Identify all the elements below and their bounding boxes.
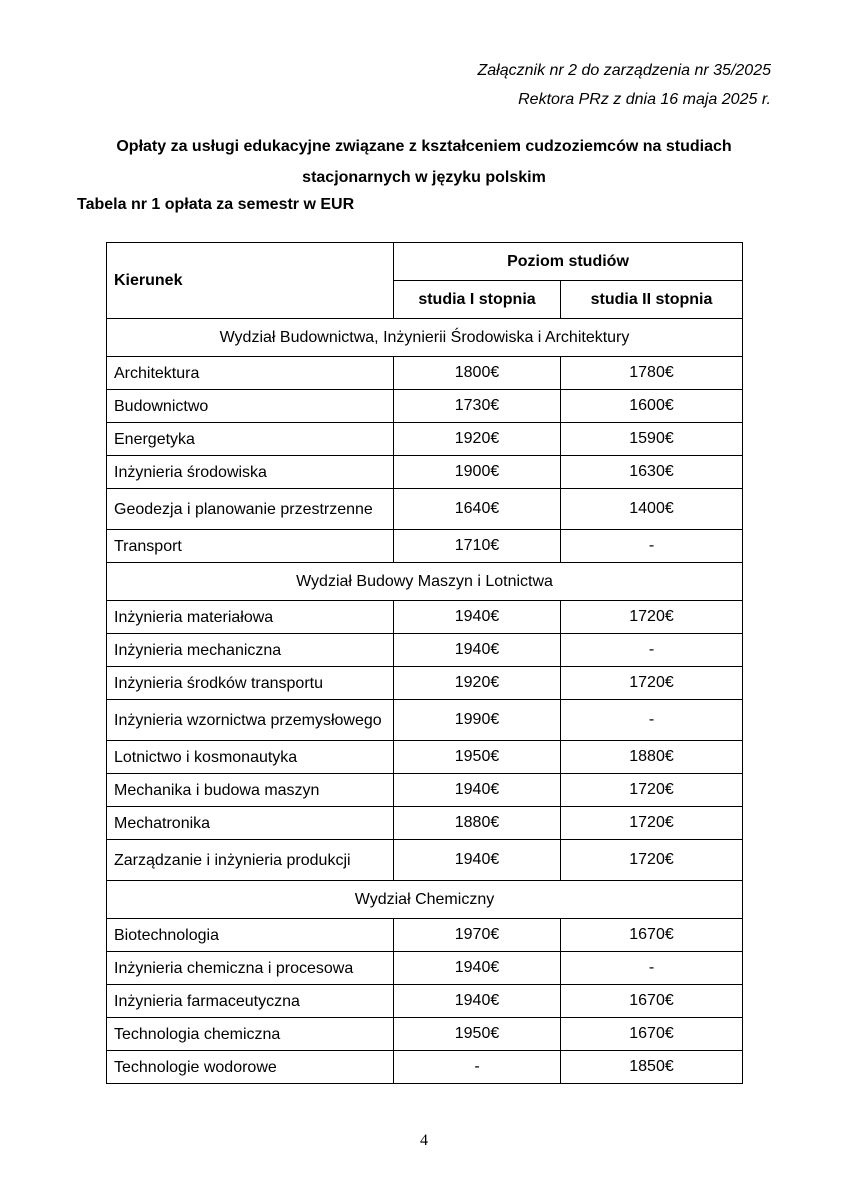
fee-second-cycle: 1720€ (561, 601, 743, 634)
table-row (107, 530, 743, 563)
attachment-line-2: Rektora PRz z dnia 16 maja 2025 r. (518, 91, 771, 108)
fee-first-cycle: 1940€ (394, 985, 561, 1018)
direction-name: Geodezja i planowanie przestrzenne (107, 489, 394, 530)
fee-second-cycle: 1630€ (561, 456, 743, 489)
direction-name: Mechatronika (107, 807, 394, 840)
fee-first-cycle: 1800€ (394, 357, 561, 390)
fee-second-cycle: 1720€ (561, 807, 743, 840)
fees-table (106, 242, 743, 1084)
fee-second-cycle: 1720€ (561, 840, 743, 881)
fee-first-cycle: 1940€ (394, 952, 561, 985)
table-row (107, 700, 743, 741)
header-direction: Kierunek (107, 243, 394, 319)
direction-name: Budownictwo (107, 390, 394, 423)
table-row (107, 601, 743, 634)
table-row (107, 1051, 743, 1084)
fee-first-cycle: 1950€ (394, 1018, 561, 1051)
direction-name: Transport (107, 530, 394, 563)
page-number: 4 (420, 1132, 428, 1149)
fee-second-cycle: - (561, 952, 743, 985)
table-row (107, 423, 743, 456)
fee-first-cycle: 1880€ (394, 807, 561, 840)
fee-second-cycle: 1780€ (561, 357, 743, 390)
attachment-line-1: Załącznik nr 2 do zarządzenia nr 35/2025 (477, 62, 771, 79)
fee-first-cycle: 1920€ (394, 667, 561, 700)
direction-name: Biotechnologia (107, 919, 394, 952)
table-row (107, 919, 743, 952)
fee-second-cycle: - (561, 530, 743, 563)
document-title-line-1: Opłaty za usługi edukacyjne związane z kształceniem cudzoziemców na studiach (116, 138, 732, 155)
fee-second-cycle: 1600€ (561, 390, 743, 423)
fee-first-cycle: 1940€ (394, 840, 561, 881)
direction-name: Architektura (107, 357, 394, 390)
direction-name: Inżynieria wzornictwa przemysłowego (107, 700, 394, 741)
direction-name: Inżynieria mechaniczna (107, 634, 394, 667)
faculty-name: Wydział Budowy Maszyn i Lotnictwa (107, 563, 743, 601)
direction-name: Inżynieria farmaceutyczna (107, 985, 394, 1018)
fee-second-cycle: 1400€ (561, 489, 743, 530)
direction-name: Mechanika i budowa maszyn (107, 774, 394, 807)
fee-second-cycle: - (561, 634, 743, 667)
fee-first-cycle: 1920€ (394, 423, 561, 456)
fee-second-cycle: 1850€ (561, 1051, 743, 1084)
direction-name: Technologia chemiczna (107, 1018, 394, 1051)
direction-name: Zarządzanie i inżynieria produkcji (107, 840, 394, 881)
direction-name: Inżynieria materiałowa (107, 601, 394, 634)
direction-name: Technologie wodorowe (107, 1051, 394, 1084)
direction-name: Inżynieria chemiczna i procesowa (107, 952, 394, 985)
fee-first-cycle: 1940€ (394, 774, 561, 807)
table-row (107, 456, 743, 489)
fee-first-cycle: - (394, 1051, 561, 1084)
table-caption: Tabela nr 1 opłata za semestr w EUR (77, 196, 355, 213)
table-row (107, 807, 743, 840)
table-row (107, 741, 743, 774)
table-row (107, 952, 743, 985)
fee-second-cycle: - (561, 700, 743, 741)
fee-second-cycle: 1670€ (561, 1018, 743, 1051)
fee-second-cycle: 1880€ (561, 741, 743, 774)
fee-first-cycle: 1940€ (394, 634, 561, 667)
document-title-line-2: stacjonarnych w języku polskim (302, 169, 546, 186)
fee-first-cycle: 1970€ (394, 919, 561, 952)
table-row (107, 840, 743, 881)
fee-second-cycle: 1670€ (561, 919, 743, 952)
direction-name: Inżynieria środowiska (107, 456, 394, 489)
faculty-name: Wydział Budownictwa, Inżynierii Środowiska i Architektury (107, 319, 743, 357)
table-row (107, 489, 743, 530)
fee-first-cycle: 1900€ (394, 456, 561, 489)
table-row (107, 357, 743, 390)
fee-first-cycle: 1710€ (394, 530, 561, 563)
direction-name: Energetyka (107, 423, 394, 456)
faculty-row (107, 881, 743, 919)
fee-second-cycle: 1590€ (561, 423, 743, 456)
fee-first-cycle: 1730€ (394, 390, 561, 423)
direction-name: Lotnictwo i kosmonautyka (107, 741, 394, 774)
fee-first-cycle: 1940€ (394, 601, 561, 634)
header-first-cycle: studia I stopnia (394, 281, 561, 319)
fee-first-cycle: 1950€ (394, 741, 561, 774)
direction-name: Inżynieria środków transportu (107, 667, 394, 700)
header-study-level: Poziom studiów (394, 243, 743, 281)
table-row (107, 634, 743, 667)
faculty-row (107, 319, 743, 357)
fee-second-cycle: 1720€ (561, 774, 743, 807)
table-row (107, 667, 743, 700)
table-body (107, 319, 743, 1084)
table-row (107, 390, 743, 423)
header-second-cycle: studia II stopnia (561, 281, 743, 319)
table-row (107, 985, 743, 1018)
table-row (107, 774, 743, 807)
faculty-name: Wydział Chemiczny (107, 881, 743, 919)
fee-second-cycle: 1670€ (561, 985, 743, 1018)
faculty-row (107, 563, 743, 601)
fee-first-cycle: 1640€ (394, 489, 561, 530)
table-row (107, 1018, 743, 1051)
fee-first-cycle: 1990€ (394, 700, 561, 741)
fee-second-cycle: 1720€ (561, 667, 743, 700)
